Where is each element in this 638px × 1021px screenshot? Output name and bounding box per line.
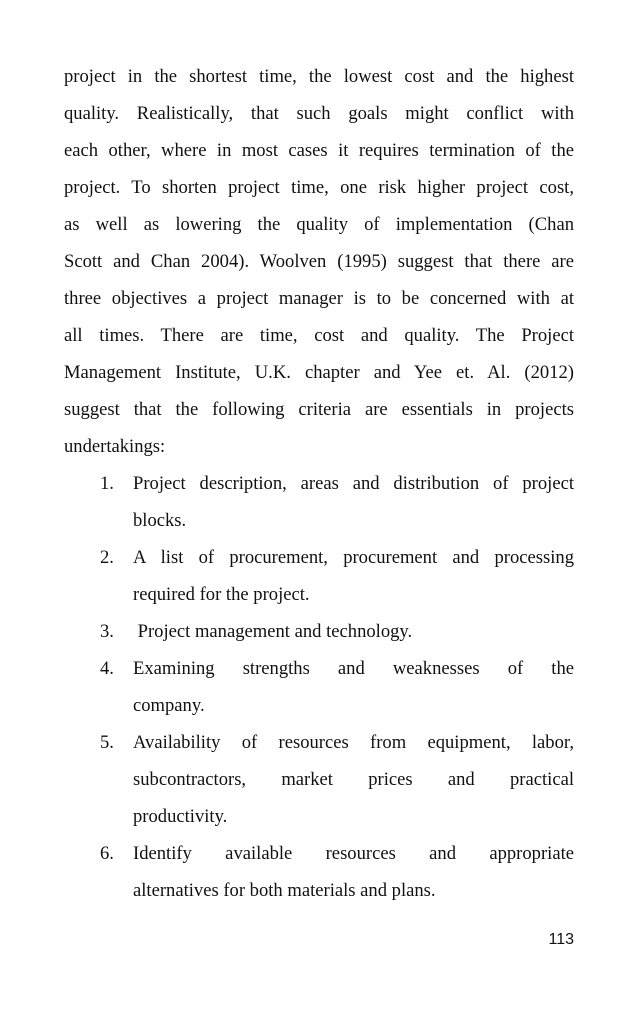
list-item-line: required for the project. <box>133 584 310 605</box>
list-item-number: 2. <box>100 547 114 568</box>
paragraph-line: as well as lowering the quality of implementation (Chan <box>64 214 574 235</box>
list-item-number: 4. <box>100 658 114 679</box>
list-item-number: 3. <box>100 621 114 642</box>
list-item-number: 6. <box>100 843 114 864</box>
paragraph-line: Management Institute, U.K. chapter and Yee et. Al. (2012) <box>64 362 574 383</box>
paragraph-line: undertakings: <box>64 436 166 457</box>
page-number: 113 <box>548 931 574 948</box>
list-item-number: 5. <box>100 732 114 753</box>
list-item-line: Project description, areas and distribution of project <box>133 473 574 494</box>
list-item-line: Availability of resources from equipment, labor, <box>133 732 574 753</box>
paragraph-line: suggest that the following criteria are essentials in projects <box>64 399 574 420</box>
list-item-line: productivity. <box>133 806 228 827</box>
paragraph-line: each other, where in most cases it requires termination of the <box>64 140 574 161</box>
paragraph-line: three objectives a project manager is to be concerned with at <box>64 288 574 309</box>
list-item-line: Project management and technology. <box>133 621 413 642</box>
list-item-line: A list of procurement, procurement and processing <box>133 547 574 568</box>
list-item-line: company. <box>133 695 205 716</box>
list-item-number: 1. <box>100 473 114 494</box>
list-item-line: Examining strengths and weaknesses of the <box>133 658 574 679</box>
list-item-line: Identify available resources and appropriate <box>133 843 574 864</box>
paragraph-line: project in the shortest time, the lowest cost and the highest <box>64 66 574 87</box>
list-item-line: subcontractors, market prices and practical <box>133 769 574 790</box>
paragraph-line: quality. Realistically, that such goals might conflict with <box>64 103 574 124</box>
paragraph-line: project. To shorten project time, one risk higher project cost, <box>64 177 574 198</box>
paragraph-line: all times. There are time, cost and quality. The Project <box>64 325 574 346</box>
list-item-line: blocks. <box>133 510 187 531</box>
list-item-line: alternatives for both materials and plans. <box>133 880 436 901</box>
paragraph-line: Scott and Chan 2004). Woolven (1995) suggest that there are <box>64 251 574 272</box>
